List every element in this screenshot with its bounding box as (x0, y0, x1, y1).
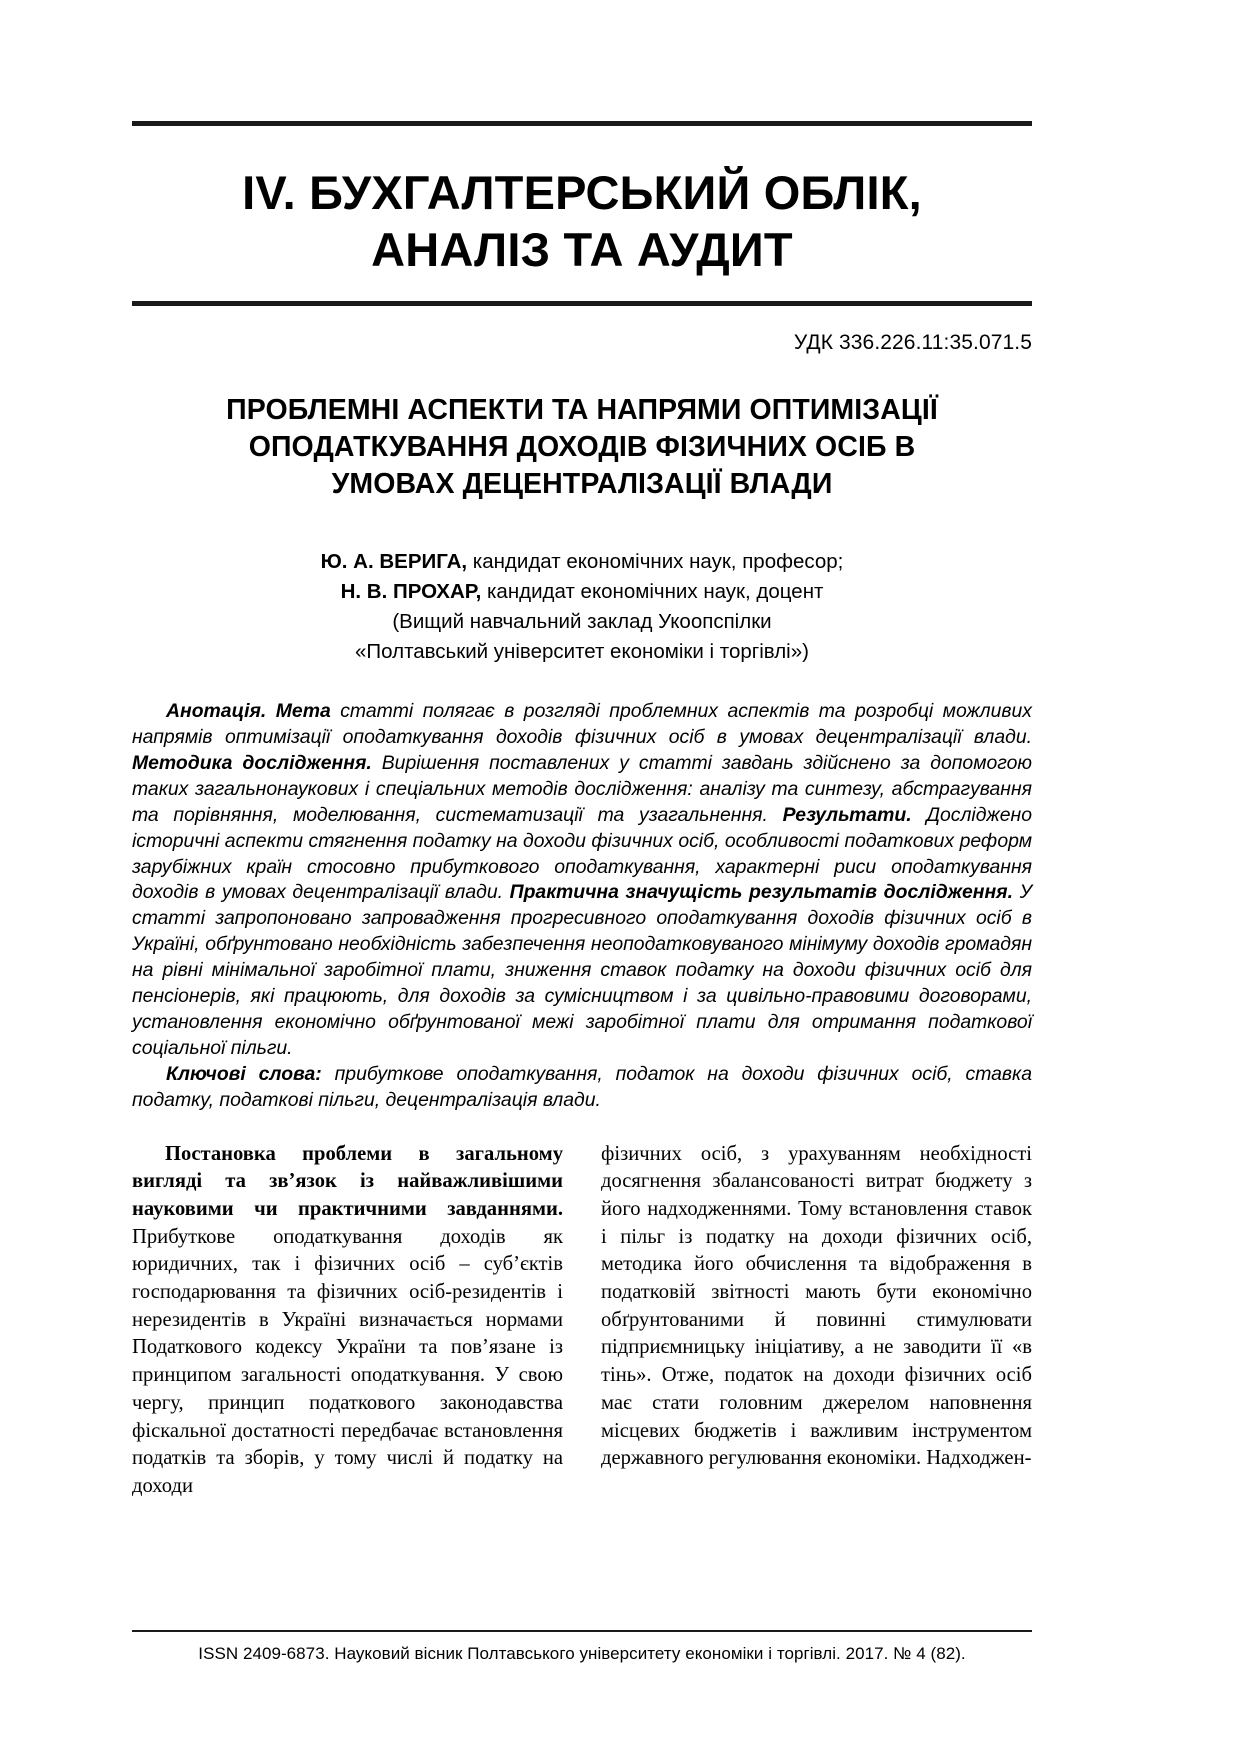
top-divider-rule (132, 121, 1032, 126)
heading-bottom-divider-rule (132, 301, 1032, 306)
abstract-paragraph (132, 699, 1032, 1062)
abstract-label-purpose: Анотація. Мета (166, 700, 331, 723)
body-column-right (601, 1141, 1032, 1501)
author-1-name: Ю. А. ВЕРИГА, (320, 549, 468, 573)
abstract-text-results: Досліджено історичні аспекти стягнення податку на доходи фізичних осіб, особливості податкових реформ зарубіжних країн стосовно прибуткового оподаткування, характерні риси оподаткування доходів в умовах децентралізації влади. (132, 803, 1033, 904)
article-title-line-3: УМОВАХ ДЕЦЕНТРАЛІЗАЦІЇ ВЛАДИ (331, 468, 833, 501)
keywords-text: прибуткове оподаткування, податок на доходи фізичних осіб, ставка податку, податкові пільги, децентралізація влади. (132, 1062, 1032, 1111)
author-1-title: кандидат економічних наук, професор; (467, 549, 844, 573)
affiliation-line-2: «Полтавський університет економіки і торгівлі») (355, 640, 809, 664)
author-block (132, 547, 1032, 668)
affiliation-line-1: (Вищий навчальний заклад Укоопспілки (392, 609, 772, 633)
article-title-line-2: ОПОДАТКУВАННЯ ДОХОДІВ ФІЗИЧНИХ ОСІБ В (248, 430, 916, 463)
author-2-title: кандидат економічних наук, доцент (481, 579, 824, 603)
author-2-name: Н. В. ПРОХАР, (340, 579, 482, 603)
body-lead-in: Постановка проблеми в загальному вигляді та зв’язок із найважливішими науковими чи практичними завданнями. (132, 1142, 563, 1221)
keywords-label: Ключові слова: (166, 1062, 322, 1085)
abstract-section (132, 699, 1032, 1114)
abstract-label-results: Результати. (782, 803, 912, 826)
article-title (132, 392, 1032, 504)
author-line-2 (132, 577, 1032, 607)
body-paragraph-left (132, 1141, 563, 1501)
body-columns (132, 1141, 1032, 1501)
keywords-paragraph (132, 1062, 1032, 1114)
abstract-text-purpose: статті полягає в розгляді проблемних аспектів та розробці можливих напрямів оптимізації оподаткування доходів фізичних осіб в умовах децентралізації влади. (132, 700, 1032, 749)
section-heading-line-2: АНАЛІЗ ТА АУДИТ (371, 223, 793, 277)
footer-citation: ISSN 2409-6873. Науковий вісник Полтавського університету економіки і торгівлі. 2017. № 4 (82). (198, 1644, 966, 1663)
body-text-left: Прибуткове оподаткування доходів як юридичних, так і фізичних осіб – суб’єктів господарювання та фізичних осіб-резидентів і нерезидентів в Україні визначається нормами Податкового кодексу України та пов’язане із принципом загальності оподаткування. У свою чергу, принцип податкового законодавства фіскальної достатності передбачає встановлення податків та зборів, у тому числі й податку на доходи (132, 1225, 563, 1497)
author-line-1 (132, 547, 1032, 577)
abstract-text-methods: Вирішення поставлених у статті завдань здійснено за допомогою таких загальнонаукових і спеціальних методів дослідження: аналізу та синтезу, абстрагування та порівняння, моделювання, систематизації та узагальнення. (132, 751, 1032, 826)
page-footer (132, 1630, 1032, 1664)
udc-code: УДК 336.226.11:35.071.5 (793, 330, 1032, 354)
footer-divider-rule (132, 1630, 1032, 1632)
body-column-left (132, 1141, 563, 1501)
body-paragraph-right (601, 1141, 1032, 1473)
section-heading (132, 164, 1032, 279)
section-heading-line-1: IV. БУХГАЛТЕРСЬКИЙ ОБЛІК, (242, 166, 922, 219)
page-content (132, 0, 1032, 1501)
article-title-line-1: ПРОБЛЕМНІ АСПЕКТИ ТА НАПРЯМИ ОПТИМІЗАЦІЇ (226, 393, 938, 426)
abstract-label-significance: Практична значущість результатів дослідження. (509, 881, 1013, 904)
abstract-text-significance: У статті запропоновано запровадження прогресивного оподаткування доходів фізичних осіб в Україні, обґрунтовано необхідність забезпечення неоподатковуваного мінімуму доходів громадян на рівні мінімальної заробітної плати, зниження ставок податку на доходи фізичних осіб для пенсіонерів, які працюють, для доходів за сумісництвом і за цивільно-правовими договорами, установлення економічно обґрунтованої межі заробітної плати для отримання податкової соціальної пільги. (132, 881, 1033, 1059)
body-text-right: фізичних осіб, з урахуванням необхідності досягнення збалансованості витрат бюджету з його надходженнями. Тому встановлення ставок і пільг із податку на доходи фізичних осіб, методика його обчислення та відображення в податковій звітності мають бути економічно обґрунтованими й повинні стимулювати підприємницьку ініціативу, а не заводити її «в тінь». Отже, податок на доходи фізичних осіб має стати головним джерелом наповнення місцевих бюджетів і важливим інструментом державного регулювання економіки. Надходжен- (601, 1142, 1032, 1470)
abstract-label-methods: Методика дослідження. (132, 751, 372, 774)
